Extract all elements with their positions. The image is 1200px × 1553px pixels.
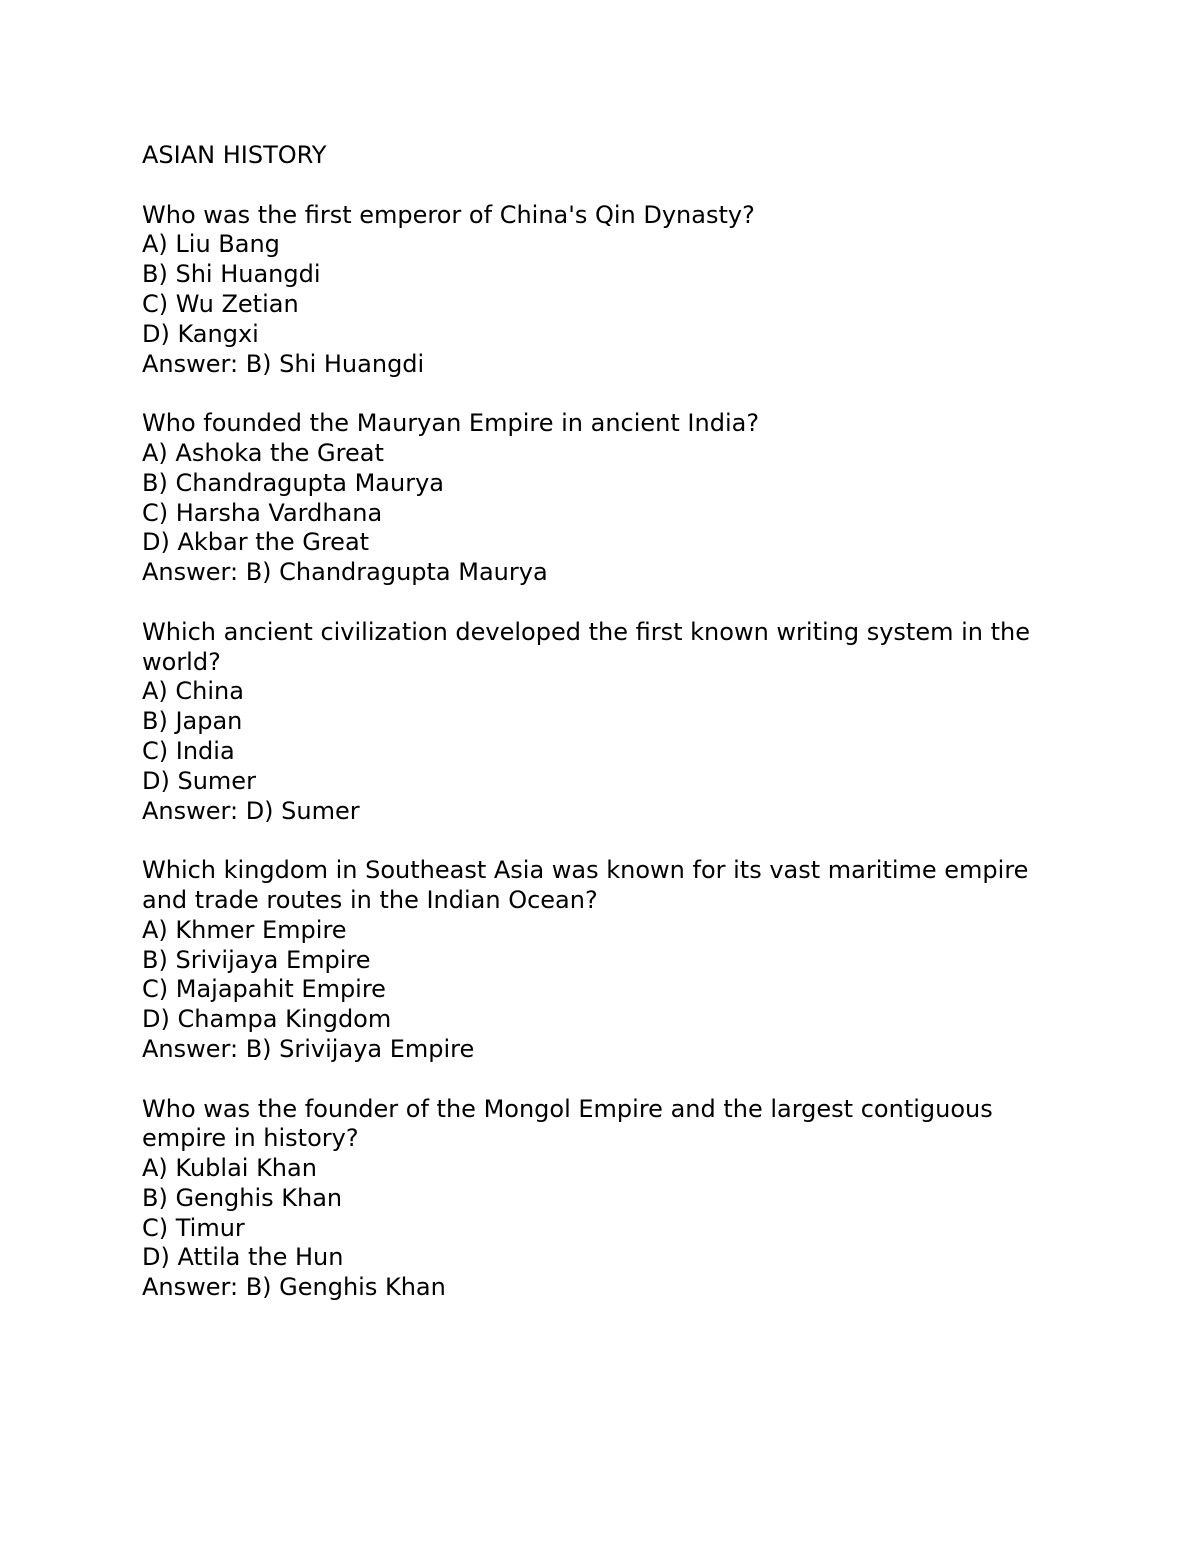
option-a: A) Khmer Empire [142, 915, 347, 944]
question-text: Which ancient civilization developed the first known writing system in the world? [142, 617, 1031, 676]
question-text: Who was the founder of the Mongol Empire and the largest contiguous empire in history? [142, 1094, 993, 1153]
question-block-5 [142, 1095, 1062, 1304]
option-b: B) Genghis Khan [142, 1183, 343, 1212]
option-b: B) Shi Huangdi [142, 260, 321, 289]
option-a: A) Ashoka the Great [142, 438, 384, 467]
document-title: ASIAN HISTORY [142, 141, 327, 169]
option-d: D) Akbar the Great [142, 528, 370, 557]
option-c: C) Majapahit Empire [142, 975, 386, 1004]
question-text: Which kingdom in Southeast Asia was known for its vast maritime empire and trade routes in the Indian Ocean? [142, 856, 1029, 914]
option-d: D) Attila the Hun [142, 1243, 344, 1272]
option-b: B) Chandragupta Maurya [142, 468, 444, 497]
option-d: D) Champa Kingdom [142, 1005, 392, 1034]
question-block-1 [142, 201, 1062, 380]
question-block-2 [142, 409, 1062, 588]
question-block-3 [142, 618, 1062, 827]
option-c: C) India [142, 736, 235, 765]
option-a: A) China [142, 677, 244, 706]
question-text: Who founded the Mauryan Empire in ancient India? [142, 409, 760, 438]
option-c: C) Harsha Vardhana [142, 498, 383, 527]
options-list [142, 439, 1062, 558]
options-list [142, 677, 1062, 796]
answer-line: Answer: D) Sumer [142, 796, 360, 825]
question-text: Who was the first emperor of China's Qin Dynasty? [142, 200, 755, 229]
document-body [142, 141, 1062, 1333]
options-list [142, 1154, 1062, 1273]
answer-line: Answer: B) Srivijaya Empire [142, 1034, 475, 1063]
option-b: B) Japan [142, 707, 243, 736]
option-d: D) Sumer [142, 766, 256, 795]
option-a: A) Liu Bang [142, 230, 280, 259]
option-c: C) Timur [142, 1213, 245, 1242]
question-block-4 [142, 856, 1062, 1065]
options-list [142, 916, 1062, 1035]
option-c: C) Wu Zetian [142, 289, 299, 318]
option-d: D) Kangxi [142, 319, 259, 348]
option-b: B) Srivijaya Empire [142, 945, 371, 974]
answer-line: Answer: B) Chandragupta Maurya [142, 558, 548, 587]
options-list [142, 230, 1062, 349]
answer-line: Answer: B) Genghis Khan [142, 1273, 446, 1302]
option-a: A) Kublai Khan [142, 1154, 317, 1183]
answer-line: Answer: B) Shi Huangdi [142, 349, 425, 378]
